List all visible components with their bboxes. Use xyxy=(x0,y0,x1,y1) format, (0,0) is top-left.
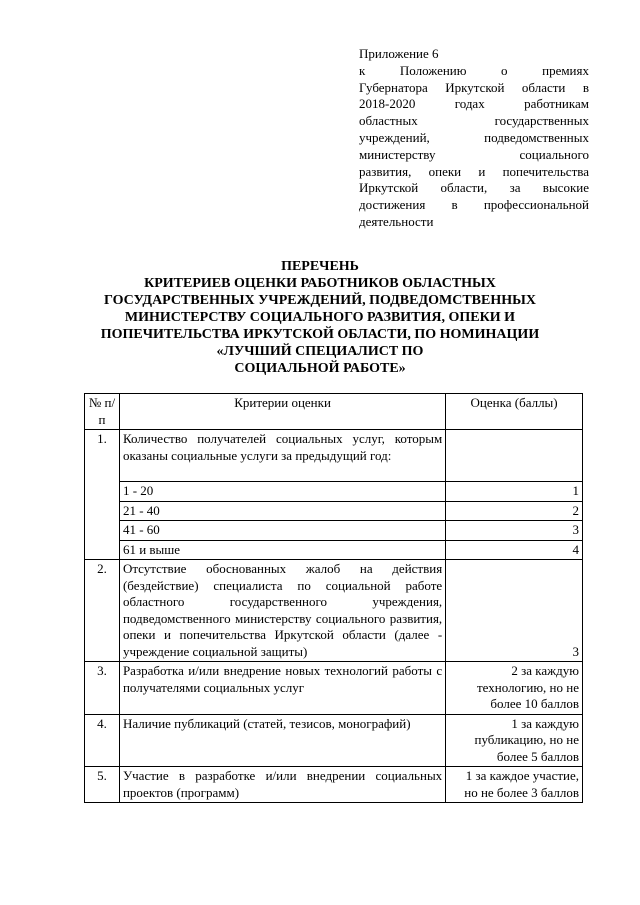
criteria-subrange: 61 и выше xyxy=(119,540,445,560)
criteria-subrange: 1 - 20 xyxy=(119,482,445,502)
table-row xyxy=(85,430,583,482)
score-cell: 1 xyxy=(446,482,583,502)
table-header-row xyxy=(85,394,583,430)
title-line: ПЕРЕЧЕНЬ xyxy=(281,259,359,274)
header-score: Оценка (баллы) xyxy=(446,394,583,430)
table-row xyxy=(85,521,583,541)
criteria-subrange: 21 - 40 xyxy=(119,501,445,521)
criteria-cell: Участие в разработке и/или внедрении социальных проектов (программ) xyxy=(119,767,445,803)
row-number: 2. xyxy=(85,560,120,662)
title-line: СОЦИАЛЬНОЙ РАБОТЕ» xyxy=(234,361,406,376)
appendix-line: учреждений, подведомственных xyxy=(359,129,589,145)
criteria-subrange: 41 - 60 xyxy=(119,521,445,541)
row-number: 4. xyxy=(85,714,120,767)
title-line: «ЛУЧШИЙ СПЕЦИАЛИСТ ПО xyxy=(216,344,424,359)
score-cell: 2 xyxy=(446,501,583,521)
score-cell: 4 xyxy=(446,540,583,560)
document-title xyxy=(60,258,580,377)
appendix-line: деятельности xyxy=(359,213,434,229)
appendix-line: Губернатора Иркутской области в xyxy=(359,79,589,95)
table-row xyxy=(85,540,583,560)
table-row xyxy=(85,482,583,502)
row-number: 3. xyxy=(85,662,120,715)
criteria-cell: Отсутствие обоснованных жалоб на действия (бездействие) специалиста по социальной работе областного государственного учреждения, подведомственного министерству социального развития, опеки и попечительства Иркутской области (далее - учреждение социальной защиты) xyxy=(119,560,445,662)
score-cell xyxy=(446,430,583,482)
appendix-line: к Положению о премиях xyxy=(359,62,589,78)
table-row xyxy=(85,662,583,715)
row-number: 1. xyxy=(85,430,120,560)
table-row xyxy=(85,714,583,767)
title-line: ПОПЕЧИТЕЛЬСТВА ИРКУТСКОЙ ОБЛАСТИ, ПО НОМИНАЦИИ xyxy=(100,327,540,342)
appendix-line: 2018-2020 годах работникам xyxy=(359,96,589,112)
row-number: 5. xyxy=(85,767,120,803)
appendix-line: Приложение 6 xyxy=(359,46,439,61)
title-line: КРИТЕРИЕВ ОЦЕНКИ РАБОТНИКОВ ОБЛАСТНЫХ xyxy=(144,276,496,291)
score-cell: 1 за каждое участие, но не более 3 баллов xyxy=(446,767,583,803)
score-cell: 3 xyxy=(446,521,583,541)
criteria-table xyxy=(84,393,583,803)
title-line: МИНИСТЕРСТВУ СОЦИАЛЬНОГО РАЗВИТИЯ, ОПЕКИ И xyxy=(124,310,516,325)
criteria-cell: Разработка и/или внедрение новых технологий работы с получателями социальных услуг xyxy=(119,662,445,715)
appendix-line: министерству социального xyxy=(359,146,589,162)
appendix-note xyxy=(359,46,589,231)
criteria-cell: Наличие публикаций (статей, тезисов, монографий) xyxy=(119,714,445,767)
score-cell: 2 за каждую технологию, но не более 10 баллов xyxy=(446,662,583,715)
criteria-cell: Количество получателей социальных услуг, которым оказаны социальные услуги за предыдущий год: xyxy=(119,430,445,482)
header-criteria: Критерии оценки xyxy=(119,394,445,430)
appendix-line: Иркутской области, за высокие xyxy=(359,180,589,196)
title-line: ГОСУДАРСТВЕННЫХ УЧРЕЖДЕНИЙ, ПОДВЕДОМСТВЕННЫХ xyxy=(104,293,536,308)
appendix-line: достижения в профессиональной xyxy=(359,197,589,213)
appendix-line: областных государственных xyxy=(359,113,589,129)
header-num: № п/п xyxy=(85,394,120,430)
appendix-line: развития, опеки и попечительства xyxy=(359,163,589,179)
score-cell: 3 xyxy=(446,560,583,662)
table-row xyxy=(85,560,583,662)
score-cell: 1 за каждую публикацию, но не более 5 баллов xyxy=(446,714,583,767)
table-row xyxy=(85,501,583,521)
table-row xyxy=(85,767,583,803)
